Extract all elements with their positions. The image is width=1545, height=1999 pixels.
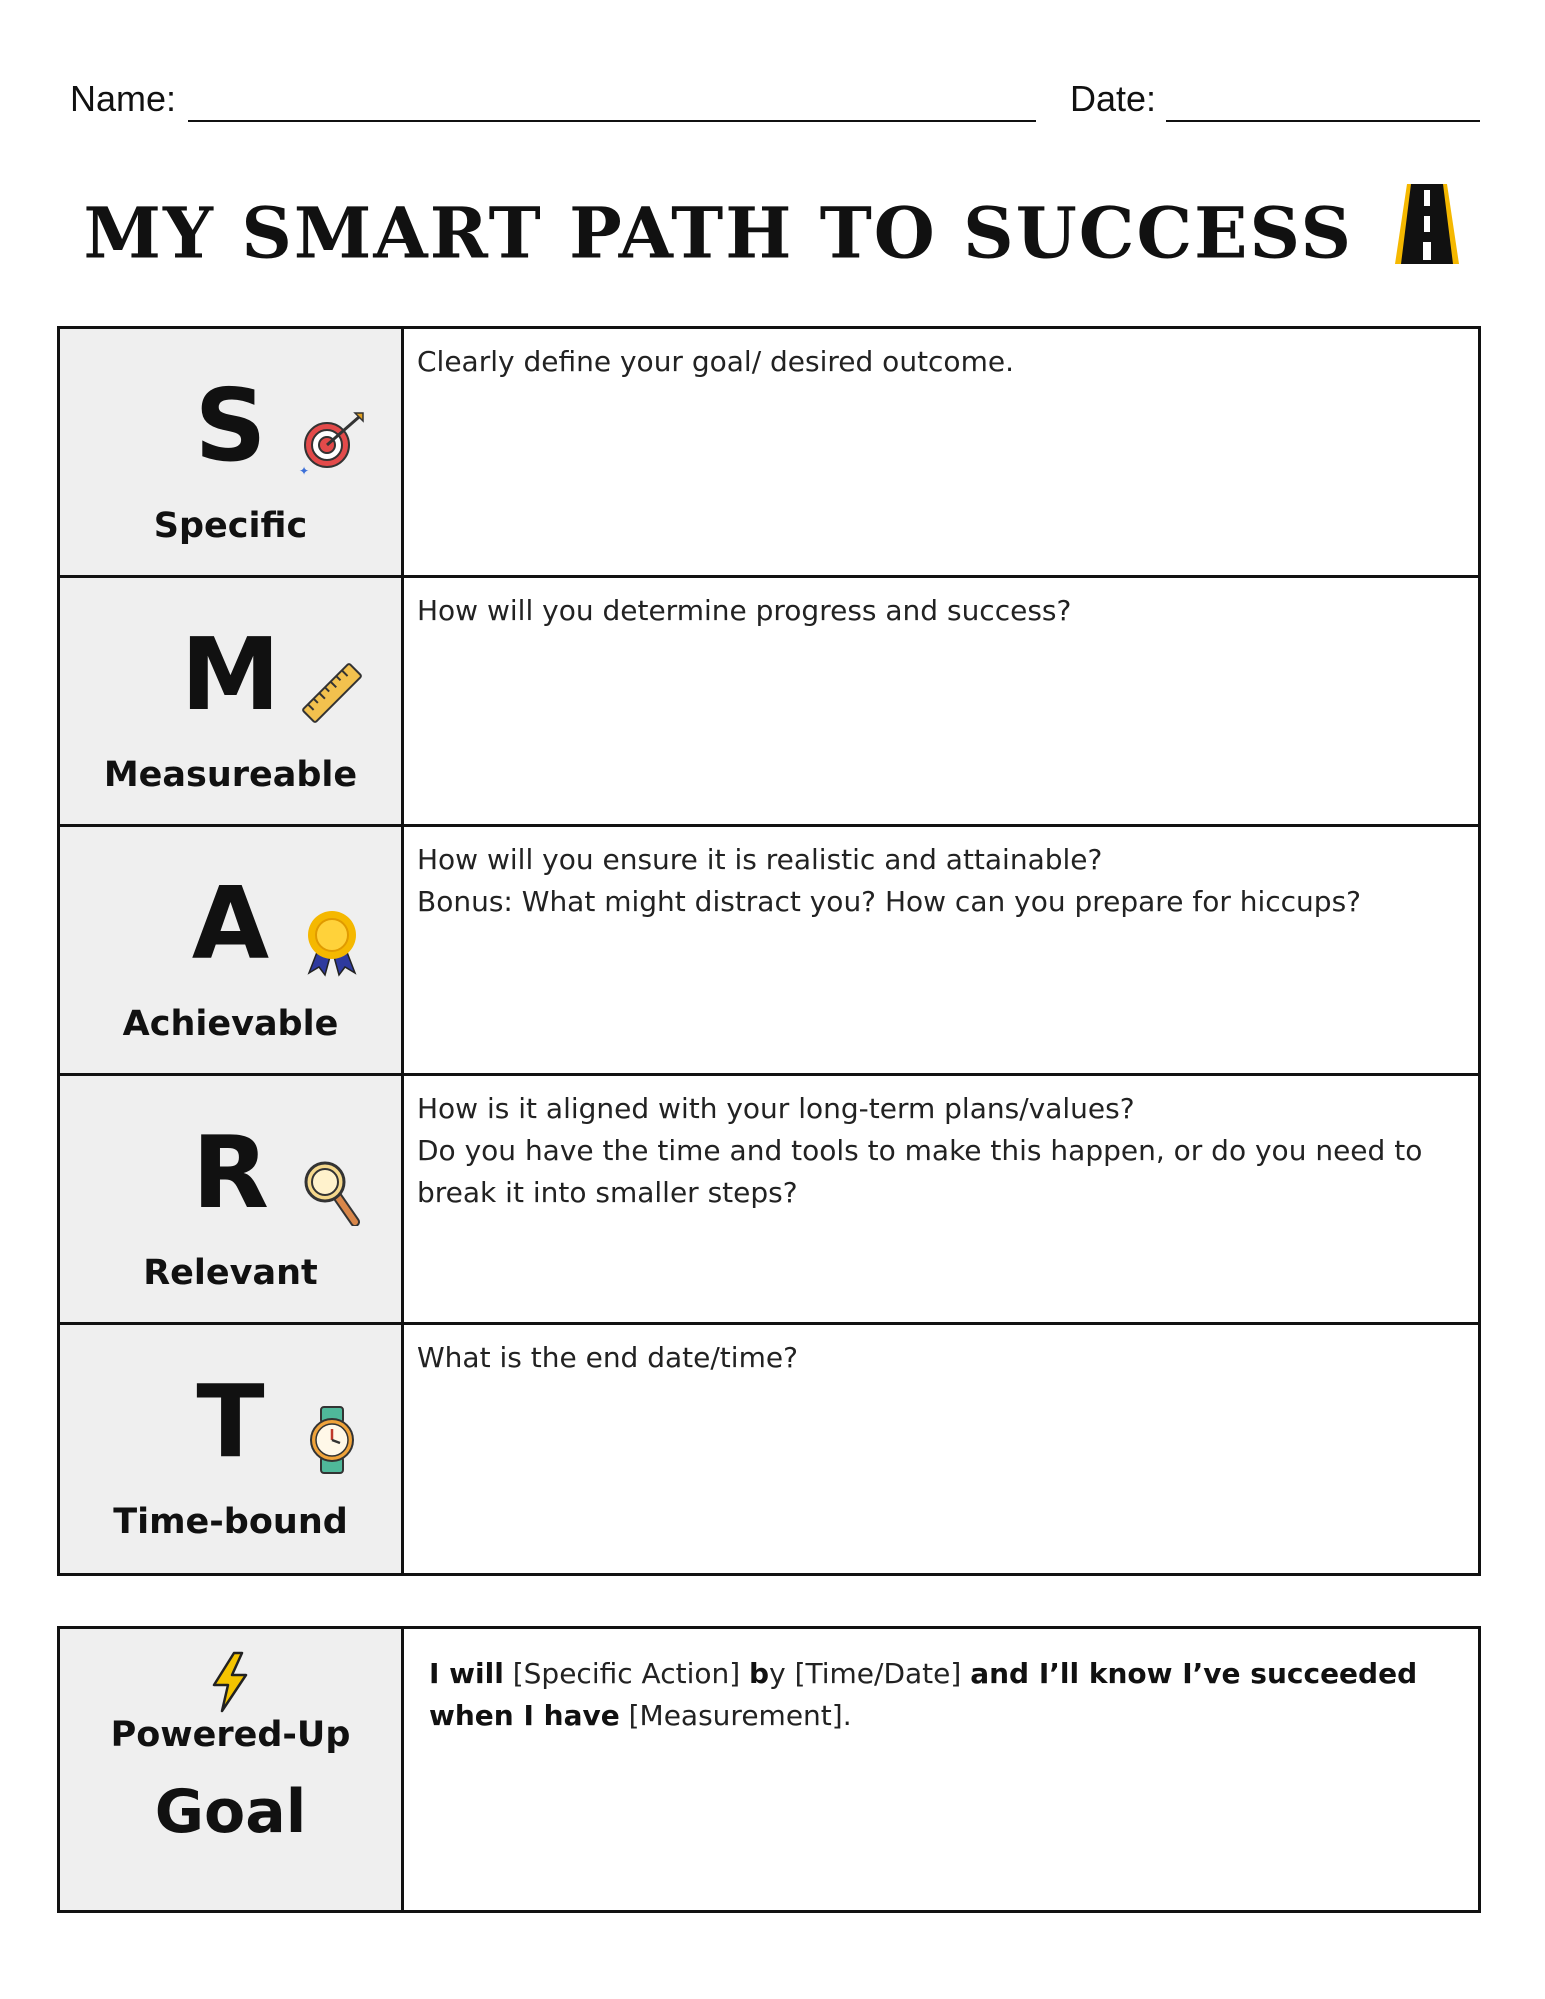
prompt-cell-relevant[interactable]	[404, 1076, 1478, 1322]
goal-statement-part: y [Time/Date]	[769, 1657, 971, 1690]
prompt-line: break it into smaller steps?	[417, 1176, 798, 1209]
goal-statement-part: and I’ll know I’ve succeeded	[970, 1657, 1418, 1690]
goal-statement-part: [Measurement].	[619, 1699, 852, 1732]
date-label: Date:	[1070, 78, 1157, 119]
goal-label-powered-up: Powered-Up	[110, 1715, 351, 1755]
prompt-line: How is it aligned with your long-term plans/values?	[417, 1092, 1135, 1125]
label-specific: Specific	[153, 506, 308, 546]
goal-table	[57, 1626, 1481, 1913]
goal-label-goal: Goal	[154, 1777, 307, 1847]
goal-statement-part: when I have	[429, 1699, 620, 1732]
prompt-line: How will you ensure it is realistic and attainable?	[417, 843, 1103, 876]
name-field-line[interactable]	[188, 120, 1036, 122]
letter-cell	[60, 827, 404, 1073]
label-relevant: Relevant	[143, 1253, 318, 1293]
prompt-line: What is the end date/time?	[417, 1341, 798, 1374]
letter-cell	[60, 329, 404, 575]
target-icon	[297, 409, 367, 479]
smart-row-achievable	[60, 827, 1478, 1076]
magnifying-glass-icon	[297, 1156, 367, 1226]
page-title-text: MY SMART PATH TO SUCCESS	[83, 191, 1354, 275]
label-measureable: Measureable	[103, 755, 358, 795]
page-title	[0, 180, 1545, 287]
prompt-cell-measureable[interactable]	[404, 578, 1478, 824]
smart-row-measureable	[60, 578, 1478, 827]
prompt-cell-achievable[interactable]	[404, 827, 1478, 1073]
prompt-line: Clearly define your goal/ desired outcome.	[417, 345, 1014, 378]
goal-statement-part: [Specific Action]	[503, 1657, 750, 1690]
watch-icon	[297, 1405, 367, 1475]
header-row	[70, 78, 1480, 128]
medal-icon	[297, 907, 367, 977]
prompt-line: How will you determine progress and success?	[417, 594, 1072, 627]
label-achievable: Achievable	[122, 1004, 339, 1044]
letter-cell	[60, 1325, 404, 1573]
prompt-line: Bonus: What might distract you? How can you prepare for hiccups?	[417, 885, 1362, 918]
goal-statement-cell[interactable]	[404, 1629, 1478, 1910]
lightning-bolt-icon	[208, 1651, 252, 1713]
ruler-icon	[297, 658, 367, 728]
svg-text:✦: ✦	[299, 464, 310, 478]
goal-statement-part: I will	[429, 1657, 504, 1690]
smart-table	[57, 326, 1481, 1576]
smart-row-specific	[60, 329, 1478, 578]
letter-cell	[60, 578, 404, 824]
name-label: Name:	[70, 78, 177, 119]
goal-label-cell	[60, 1629, 404, 1910]
prompt-line: Do you have the time and tools to make this happen, or do you need to	[417, 1134, 1423, 1167]
letter-m: M	[180, 616, 281, 733]
prompt-cell-specific[interactable]	[404, 329, 1478, 575]
road-icon	[1393, 180, 1461, 287]
goal-statement-part: b	[749, 1657, 770, 1690]
smart-row-time-bound	[60, 1325, 1478, 1573]
letter-a: A	[191, 865, 270, 982]
letter-cell	[60, 1076, 404, 1322]
smart-row-relevant	[60, 1076, 1478, 1325]
letter-t: T	[196, 1363, 265, 1480]
label-time-bound: Time-bound	[113, 1502, 348, 1542]
letter-s: S	[194, 367, 267, 484]
prompt-cell-time-bound[interactable]	[404, 1325, 1478, 1573]
letter-r: R	[191, 1114, 269, 1231]
date-field-line[interactable]	[1166, 120, 1480, 122]
